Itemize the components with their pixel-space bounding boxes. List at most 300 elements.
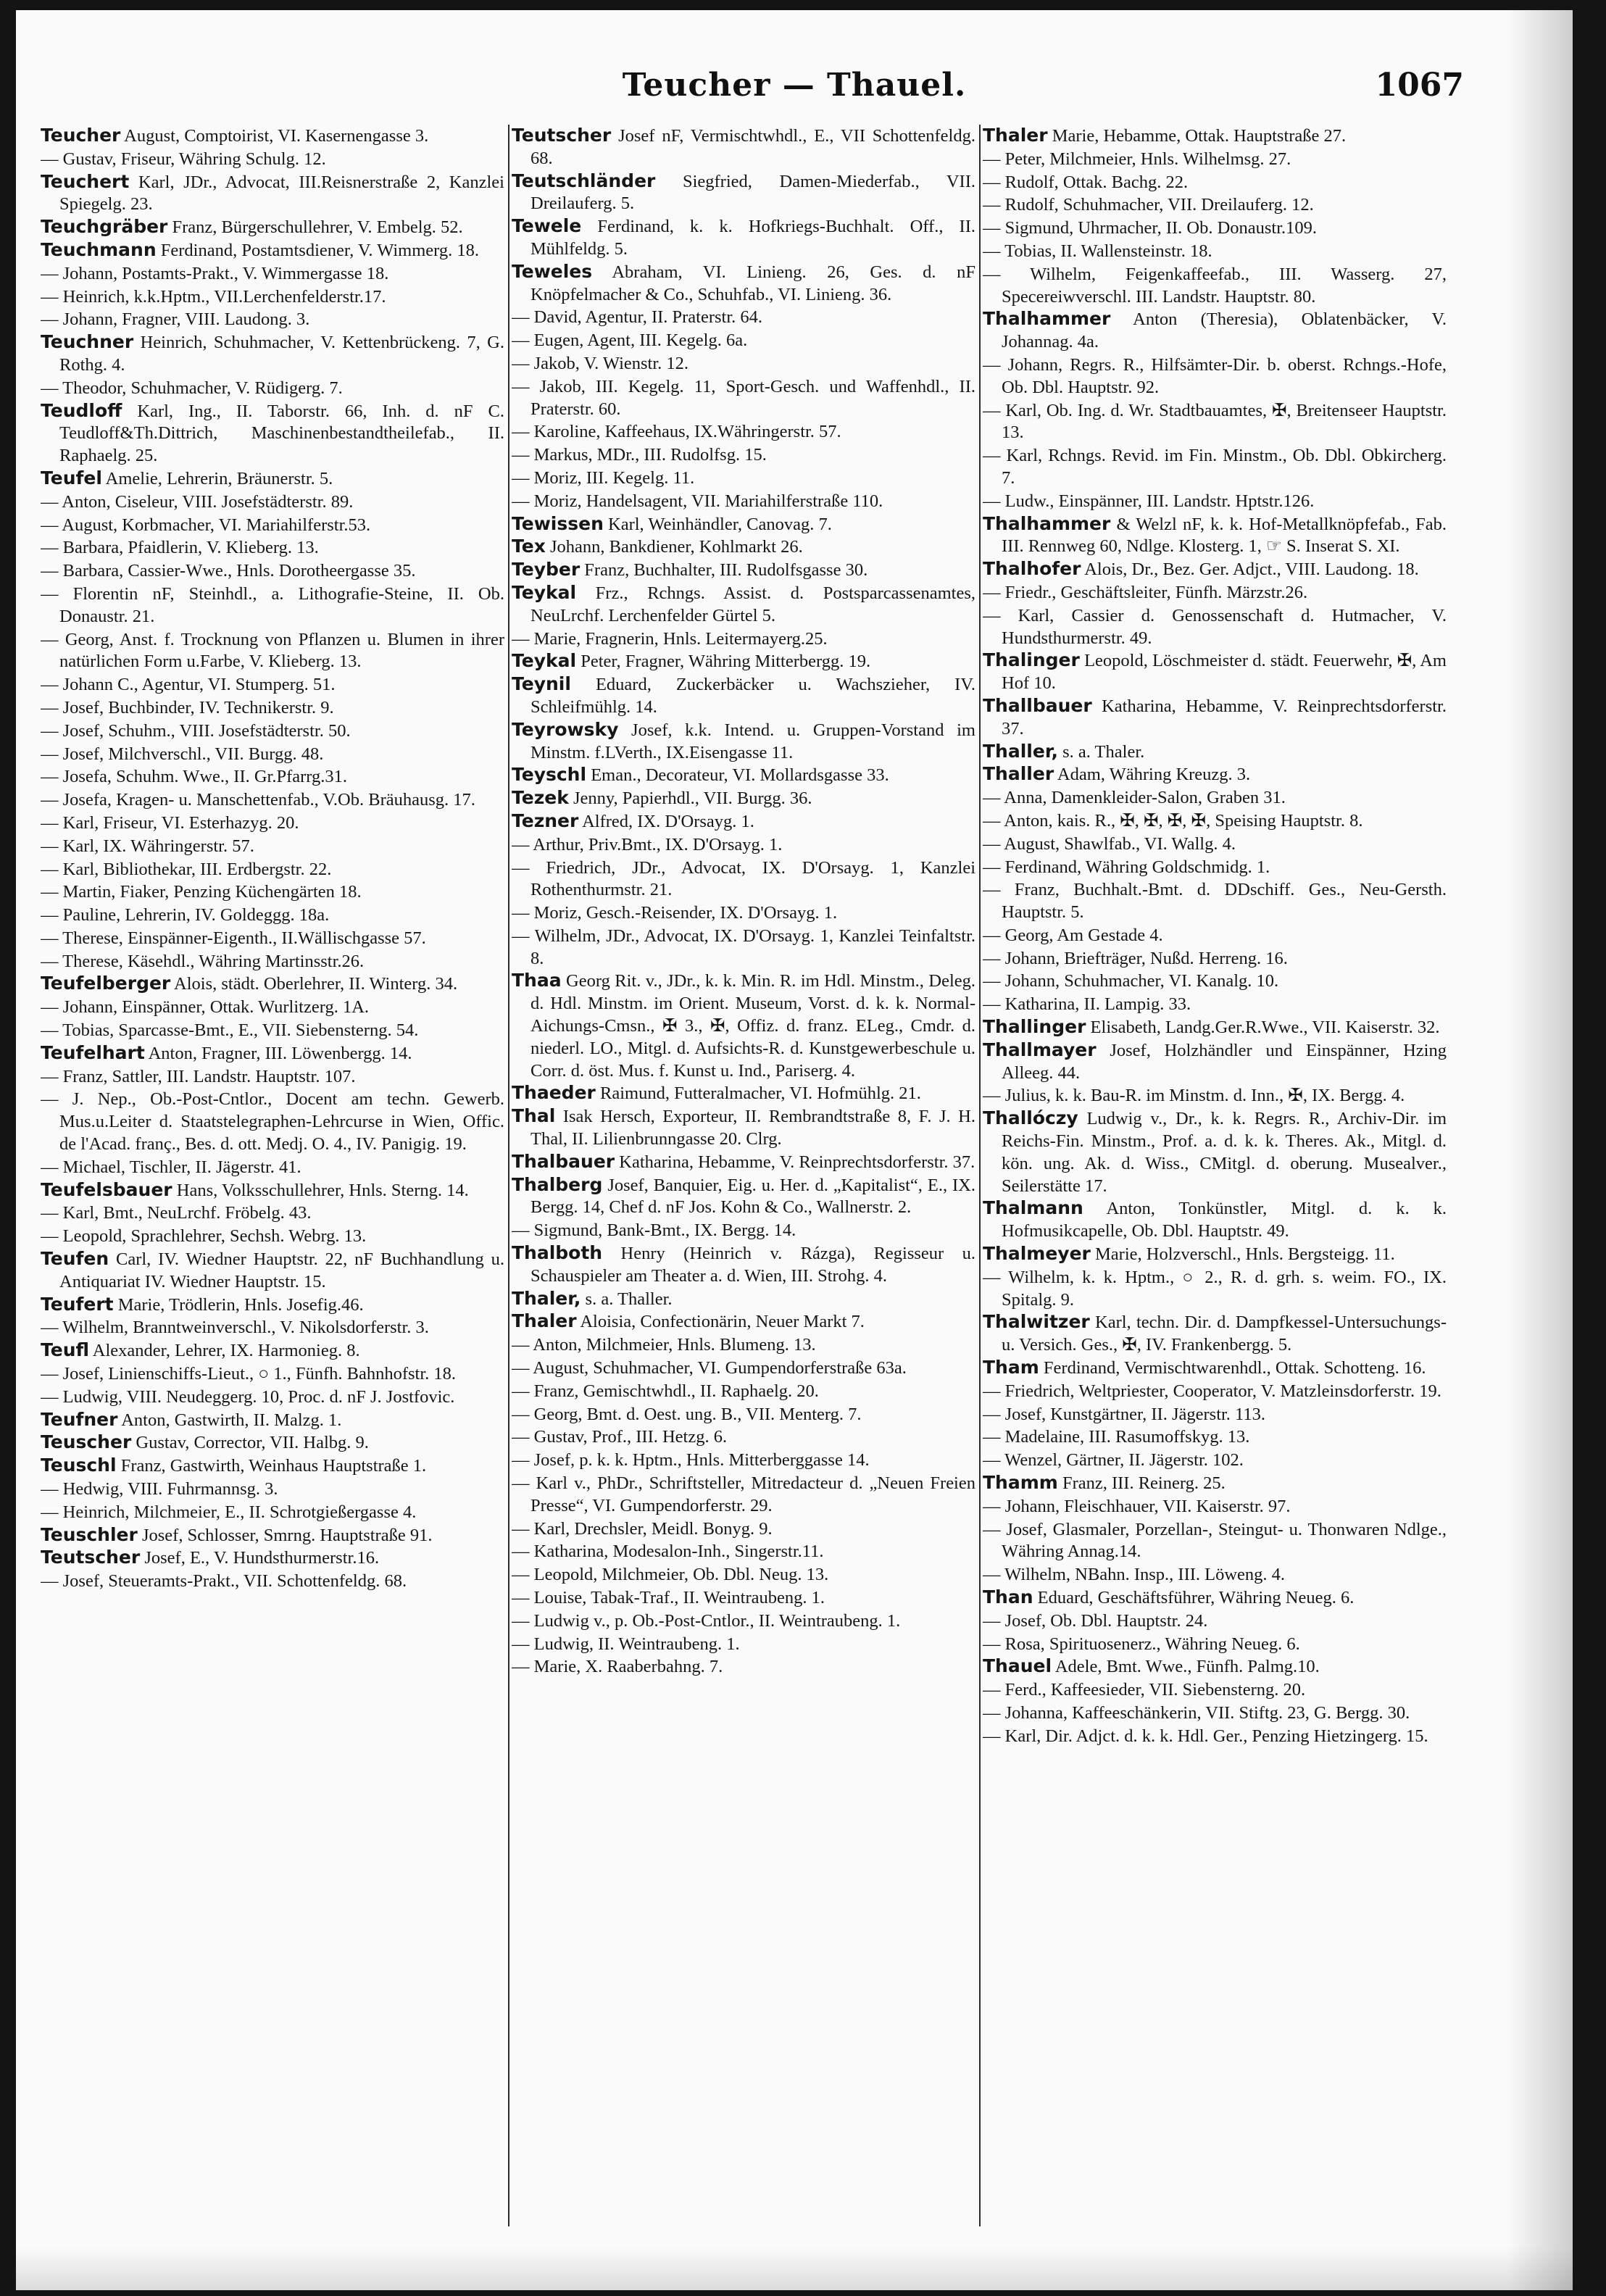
entry-details: — Karl, Dir. Adjct. d. k. k. Hdl. Ger., Penzing Hietzingerg. 15. <box>983 1726 1428 1746</box>
directory-entry <box>983 444 1447 490</box>
entry-surname: Thalhammer <box>983 308 1111 330</box>
directory-entry <box>512 125 975 170</box>
directory-entry <box>983 1563 1447 1586</box>
directory-entry <box>41 1339 504 1363</box>
entry-details: — Josef, Milchverschl., VII. Burgg. 48. <box>41 744 324 764</box>
directory-entry <box>41 377 504 400</box>
entry-surname: Teyrowsky <box>512 718 619 740</box>
entry-details: — Karl, IX. Währingerstr. 57. <box>41 836 254 856</box>
directory-entry <box>512 1357 975 1380</box>
directory-entry <box>512 1082 975 1105</box>
entry-details: Alfred, IX. D'Orsayg. 1. <box>578 811 754 831</box>
directory-column-1 <box>41 125 504 2270</box>
directory-entry <box>983 148 1447 171</box>
directory-entry <box>41 696 504 720</box>
entry-details: Franz, III. Reinerg. 25. <box>1057 1473 1226 1494</box>
entry-surname: Tezek <box>512 787 569 809</box>
entry-details: — Ludwig, II. Weintraubeng. 1. <box>512 1634 740 1654</box>
entry-surname: Teutscher <box>512 125 612 146</box>
entry-details: — Ludw., Einspänner, III. Landstr. Hptstr.126. <box>983 491 1315 511</box>
entry-details: — Friedrich, JDr., Advocat, IX. D'Orsayg. 1, Kanzlei Rothenthurmstr. 21. <box>512 857 975 900</box>
column-rule <box>979 125 981 2226</box>
entry-details: — Josefa, Kragen- u. Manschettenfab., V.Ob. Bräuhausg. 17. <box>41 790 475 810</box>
directory-column-2 <box>512 125 975 2270</box>
entry-details: — Josef, Kunstgärtner, II. Jägerstr. 113. <box>983 1404 1266 1424</box>
entry-details: Franz, Buchhalter, III. Rudolfsgasse 30. <box>580 560 868 581</box>
entry-surname: Tewele <box>512 215 582 237</box>
entry-details: — Josef, Glasmaler, Porzellan-, Steingut- u. Thonwaren Ndlge., Währing Annag.14. <box>983 1519 1447 1562</box>
entry-details: — Anton, kais. R., ✠, ✠, ✠, ✠, Speising Hauptstr. 8. <box>983 810 1363 831</box>
directory-entry <box>41 881 504 904</box>
page-edge-shadow <box>1507 10 1573 2290</box>
entry-surname: Thalhofer <box>983 558 1081 580</box>
entry-details: & Welzl nF, k. k. Hof-Metallknöpfefab., Fab. III. Rennweg 60, Ndlge. Klosterg. 1, ☞ S. Inserat S. XI. <box>1002 514 1447 557</box>
entry-surname: Teykal <box>512 581 577 603</box>
entry-details: s. a. Thaller. <box>581 1289 673 1309</box>
column-rule <box>508 125 509 2226</box>
entry-details: — Karl, Rchngs. Revid. im Fin. Minstm., Ob. Dbl. Obkircherg. 7. <box>983 446 1447 488</box>
entry-surname: Teynil <box>512 673 571 695</box>
directory-entry <box>41 1455 504 1478</box>
directory-entry <box>41 835 504 858</box>
entry-surname: Teuscher <box>41 1431 132 1453</box>
entry-details: — Rosa, Spirituosenerz., Währing Neueg. 6. <box>983 1634 1300 1654</box>
entry-details: Carl, IV. Wiedner Hauptstr. 22, nF Buchhandlung u. Antiquariat IV. Wiedner Hauptstr. 15. <box>59 1249 504 1292</box>
entry-details: Katharina, Hebamme, V. Reinprechtsdorferstr. 37. <box>1002 696 1447 739</box>
directory-entry <box>512 1310 975 1334</box>
directory-entry <box>512 1288 975 1311</box>
directory-entry <box>983 1610 1447 1633</box>
entry-details: — Johanna, Kaffeeschänkerin, VII. Stiftg. 23, G. Bergg. 30. <box>983 1702 1410 1723</box>
directory-entry <box>983 1016 1447 1039</box>
entry-details: — Marie, X. Raaberbahng. 7. <box>512 1657 723 1677</box>
entry-details: Isak Hersch, Exporteur, II. Rembrandtstraße 8, F. J. H. Thal, II. Lilienbrunngasse 20. Clrg. <box>531 1107 975 1149</box>
directory-entry <box>41 1042 504 1065</box>
entry-surname: Teuchgräber <box>41 216 168 238</box>
entry-details: — Franz, Buchhalt.-Bmt. d. DDschiff. Ges., Neu-Gersth. Hauptstr. 5. <box>983 880 1447 923</box>
directory-entry <box>983 1197 1447 1243</box>
entry-surname: Thamm <box>983 1472 1058 1494</box>
directory-entry <box>41 720 504 743</box>
entry-details: — Arthur, Priv.Bmt., IX. D'Orsayg. 1. <box>512 834 783 854</box>
entry-details: Gustav, Corrector, VII. Halbg. 9. <box>131 1433 369 1453</box>
directory-entry <box>983 1243 1447 1266</box>
directory-entry <box>512 215 975 261</box>
entry-details: Karl, Weinhändler, Canovag. 7. <box>603 514 832 534</box>
directory-entry <box>512 559 975 582</box>
directory-entry <box>512 513 975 536</box>
entry-surname: Teufelberger <box>41 973 171 994</box>
entry-details: — Georg, Bmt. d. Oest. ung. B., VII. Menterg. 7. <box>512 1404 862 1424</box>
directory-entry <box>41 171 504 217</box>
directory-entry <box>512 1174 975 1220</box>
entry-details: — Sigmund, Bank-Bmt., IX. Bergg. 14. <box>512 1220 796 1241</box>
entry-details: — Pauline, Lehrerin, IV. Goldeggg. 18a. <box>41 905 330 926</box>
entry-details: Jenny, Papierhdl., VII. Burgg. 36. <box>568 789 812 809</box>
directory-entry <box>983 833 1447 856</box>
directory-entry <box>41 950 504 973</box>
directory-entry <box>983 993 1447 1016</box>
directory-entry <box>512 1334 975 1357</box>
directory-entry <box>41 491 504 514</box>
entry-details: — Jakob, III. Kegelg. 11, Sport-Gesch. und Waffenhdl., II. Praterstr. 60. <box>512 376 975 419</box>
entry-surname: Teuschler <box>41 1523 138 1545</box>
entry-surname: Thaler, <box>512 1287 581 1309</box>
directory-entry <box>512 1586 975 1610</box>
entry-surname: Thallbauer <box>983 694 1092 716</box>
entry-details: Elisabeth, Landg.Ger.R.Wwe., VII. Kaiserstr. 32. <box>1086 1018 1440 1038</box>
directory-entry <box>512 420 975 444</box>
directory-entry <box>983 1725 1447 1748</box>
entry-details: — Madelaine, III. Rasumoffskyg. 13. <box>983 1427 1250 1447</box>
entry-details: — Tobias, Sparcasse-Bmt., E., VII. Siebensterng. 54. <box>41 1020 419 1041</box>
entry-details: Anton, Tonkünstler, Mitgl. d. k. k. Hofmusikcapelle, Ob. Dbl. Hauptstr. 49. <box>1002 1199 1447 1241</box>
entry-details: — Ferdinand, Währing Goldschmidg. 1. <box>983 857 1270 877</box>
page-number: 1067 <box>1375 67 1464 104</box>
entry-details: — Johann, Schuhmacher, VI. Kanalg. 10. <box>983 971 1279 991</box>
directory-entry <box>41 789 504 812</box>
directory-entry <box>983 970 1447 993</box>
entry-details: — Georg, Am Gestade 4. <box>983 925 1163 945</box>
directory-entry <box>983 604 1447 650</box>
directory-entry <box>512 1633 975 1656</box>
entry-details: — Josef, Linienschiffs-Lieut., ○ 1., Fünfh. Bahnhofstr. 18. <box>41 1364 457 1384</box>
directory-entry <box>512 1426 975 1449</box>
entry-surname: Teuchert <box>41 170 130 192</box>
entry-details: Eman., Decorateur, VI. Mollardsgasse 33. <box>586 765 889 786</box>
entry-surname: Tezner <box>512 810 579 831</box>
entry-details: — Peter, Milchmeier, Hnls. Wilhelmsg. 27. <box>983 149 1291 169</box>
directory-entry <box>983 1266 1447 1312</box>
entry-details: Eduard, Zuckerbäcker u. Wachszieher, IV. Schleifmühlg. 14. <box>531 675 975 717</box>
entry-details: — Wenzel, Gärtner, II. Jägerstr. 102. <box>983 1450 1244 1471</box>
entry-surname: Teuchmann <box>41 238 157 260</box>
entry-details: Raimund, Futteralmacher, VI. Hofmühlg. 21. <box>595 1083 921 1104</box>
directory-entry <box>512 536 975 559</box>
directory-entry <box>41 1316 504 1339</box>
directory-entry <box>41 1570 504 1593</box>
entry-details: — Johann, Fleischhauer, VII. Kaiserstr. 97. <box>983 1496 1291 1516</box>
entry-surname: Teufelsbauer <box>41 1178 172 1200</box>
entry-details: — Karl, Bmt., NeuLrchf. Fröbelg. 43. <box>41 1203 312 1223</box>
directory-entry <box>512 1563 975 1586</box>
entry-details: Ferdinand, k. k. Hofkriegs-Buchhalt. Off., II. Mühlfeldg. 5. <box>531 217 975 259</box>
entry-surname: Thallóczy <box>983 1107 1078 1129</box>
entry-surname: Thaa <box>512 970 562 991</box>
directory-entry <box>512 1242 975 1288</box>
entry-details: Hans, Volksschullehrer, Hnls. Sterng. 14. <box>172 1180 469 1200</box>
entry-details: s. a. Thaler. <box>1057 741 1145 762</box>
entry-details: — Georg, Anst. f. Trocknung von Pflanzen u. Blumen in ihrer natürlichen Form u.Farbe, V. Klieberg. 13. <box>41 629 504 672</box>
entry-surname: Teuschl <box>41 1455 117 1476</box>
directory-entry <box>512 1105 975 1151</box>
entry-surname: Thauel <box>983 1655 1052 1677</box>
directory-entry <box>41 765 504 789</box>
entry-details: — Rudolf, Schuhmacher, VII. Dreilauferg. 12. <box>983 195 1314 215</box>
entry-details: — Tobias, II. Wallensteinstr. 18. <box>983 241 1212 261</box>
directory-entry <box>41 1294 504 1317</box>
entry-details: — Sigmund, Uhrmacher, II. Ob. Donaustr.109. <box>983 218 1318 238</box>
directory-entry <box>41 1088 504 1155</box>
directory-entry <box>512 444 975 467</box>
directory-entry <box>983 695 1447 741</box>
entry-details: — Ludwig, VIII. Neudeggerg. 10, Proc. d. nF J. Jostfovic. <box>41 1386 455 1407</box>
directory-entry <box>983 1702 1447 1725</box>
entry-surname: Thallinger <box>983 1016 1086 1038</box>
directory-entry <box>41 262 504 286</box>
entry-surname: Teyschl <box>512 764 587 786</box>
directory-entry <box>983 399 1447 445</box>
entry-details: — Johann C., Agentur, VI. Stumperg. 51. <box>41 675 336 695</box>
entry-details: Amelie, Lehrerin, Bräunerstr. 5. <box>101 468 333 488</box>
entry-details: — Moriz, III. Kegelg. 11. <box>512 467 695 488</box>
entry-surname: Teucher <box>41 125 121 146</box>
running-head: Teucher — Thauel. <box>622 67 967 104</box>
directory-entry <box>983 1633 1447 1656</box>
directory-entry <box>983 1655 1447 1679</box>
directory-entry <box>983 878 1447 924</box>
entry-surname: Thaler <box>983 125 1048 146</box>
directory-entry <box>983 1426 1447 1449</box>
entry-details: — Johann, Einspänner, Ottak. Wurlitzerg. 1A. <box>41 997 370 1018</box>
entry-details: Eduard, Geschäftsführer, Währing Neueg. 6. <box>1033 1588 1355 1607</box>
entry-details: — Friedrich, Weltpriester, Cooperator, V. Matzleinsdorferstr. 19. <box>983 1381 1441 1401</box>
entry-details: — August, Shawlfab., VI. Wallg. 4. <box>983 833 1236 854</box>
entry-details: — J. Nep., Ob.-Post-Cntlor., Docent am techn. Gewerb. Mus.u.Leiter d. Staatstelegraphen-Lehrcurse in Wien, Offic. de l'Acad. franç., Bes. d. ott. Medj. O. 4., IV. Panigig. 19. <box>41 1089 504 1155</box>
entry-details: — Wilhelm, Feigenkaffeefab., III. Wasserg. 27, Specereiwverschl. III. Landstr. Hauptstr. 80. <box>983 264 1447 307</box>
directory-entry <box>983 1495 1447 1518</box>
directory-entry <box>983 786 1447 810</box>
entry-surname: Thalhammer <box>983 512 1111 534</box>
entry-details: — Louise, Tabak-Traf., II. Weintraubeng. 1. <box>512 1588 825 1607</box>
entry-details: August, Comptoirist, VI. Kasernengasse 3. <box>120 126 429 146</box>
directory-entry <box>983 1403 1447 1426</box>
entry-details: Alois, städt. Oberlehrer, II. Winterg. 34. <box>170 974 458 994</box>
entry-details: Henry (Heinrich v. Rázga), Regisseur u. Schauspieler am Theater a. d. Wien, III. Strohg. 4. <box>531 1244 975 1286</box>
entry-details: — Johann, Briefträger, Nußd. Herreng. 16. <box>983 948 1288 968</box>
directory-entry <box>983 1586 1447 1610</box>
directory-entry <box>41 904 504 927</box>
directory-entry <box>41 467 504 491</box>
directory-entry <box>983 1311 1447 1357</box>
entry-surname: Teutschländer <box>512 170 656 191</box>
directory-entry <box>41 1501 504 1524</box>
directory-entry <box>41 239 504 262</box>
directory-entry <box>512 1540 975 1563</box>
entry-details: Anton, Fragner, III. Löwenbergg. 14. <box>144 1043 412 1063</box>
directory-entry <box>512 925 975 970</box>
directory-entry <box>512 970 975 1082</box>
entry-details: — August, Korbmacher, VI. Mariahilferstr.53. <box>41 515 371 535</box>
entry-details: — Gustav, Prof., III. Hetzg. 6. <box>512 1427 728 1447</box>
directory-entry <box>41 927 504 950</box>
entry-details: — Karl, Ob. Ing. d. Wr. Stadtbauamtes, ✠, Breitenseer Hauptstr. 13. <box>983 400 1447 443</box>
directory-entry <box>512 1655 975 1679</box>
entry-details: — Barbara, Pfaidlerin, V. Klieberg. 13. <box>41 538 319 558</box>
directory-entry <box>41 1179 504 1202</box>
entry-surname: Teufel <box>41 467 102 488</box>
directory-entry <box>983 581 1447 604</box>
directory-entry <box>983 1039 1447 1085</box>
entry-details: Alexander, Lehrer, IX. Harmonieg. 8. <box>89 1341 360 1361</box>
entry-details: Karl, Ing., II. Taborstr. 66, Inh. d. nF C. Teudloff&Th.Dittrich, Maschinenbestandtheilefab., II. Raphaelg. 25. <box>59 401 504 466</box>
entry-surname: Tewissen <box>512 512 604 534</box>
directory-entry <box>41 1547 504 1570</box>
directory-entry <box>983 741 1447 764</box>
directory-entry <box>41 583 504 628</box>
directory-entry <box>41 286 504 309</box>
directory-entry <box>41 514 504 537</box>
directory-entry <box>41 1202 504 1225</box>
entry-details: Karl, techn. Dir. d. Dampfkessel-Untersuchungs- u. Versich. Ges., ✠, IV. Frankenbergg. 5. <box>1002 1313 1447 1355</box>
entry-surname: Thal <box>512 1105 556 1127</box>
entry-details: Johann, Bankdiener, Kohlmarkt 26. <box>545 537 803 557</box>
entry-surname: Teufert <box>41 1293 114 1315</box>
directory-entry <box>983 1472 1447 1495</box>
directory-entry <box>983 649 1447 695</box>
directory-entry <box>983 763 1447 786</box>
entry-details: — Barbara, Cassier-Wwe., Hnls. Dorotheergasse 35. <box>41 561 416 581</box>
directory-entry <box>41 308 504 331</box>
entry-details: — Michael, Tischler, II. Jägerstr. 41. <box>41 1157 301 1177</box>
entry-details: Abraham, VI. Linieng. 26, Ges. d. nF Knöpfelmacher & Co., Schuhfab., VI. Linieng. 36. <box>531 262 975 304</box>
directory-entry <box>512 306 975 329</box>
entry-details: Leopold, Löschmeister d. städt. Feuerwehr, ✠, Am Hof 10. <box>1002 651 1447 694</box>
entry-details: Anton (Theresia), Oblatenbäcker, V. Johannag. 4a. <box>1002 309 1447 352</box>
entry-surname: Teufner <box>41 1408 118 1430</box>
entry-details: Ferdinand, Vermischtwarenhdl., Ottak. Schotteng. 16. <box>1039 1358 1426 1378</box>
directory-entry <box>983 354 1447 399</box>
entry-details: — Josef, Schuhm., VIII. Josefstädterstr. 50. <box>41 720 351 741</box>
directory-page <box>16 10 1573 2290</box>
directory-entry <box>512 1472 975 1518</box>
directory-entry <box>512 490 975 513</box>
entry-details: — Wilhelm, JDr., Advocat, IX. D'Orsayg. 1, Kanzlei Teinfaltstr. 8. <box>512 926 975 968</box>
entry-details: — Johann, Fragner, VIII. Laudong. 3. <box>41 309 310 330</box>
entry-details: — Moriz, Handelsagent, VII. Mariahilferstraße 110. <box>512 491 883 511</box>
entry-details: — Florentin nF, Steinhdl., a. Lithografie-Steine, II. Ob. Donaustr. 21. <box>41 583 504 626</box>
entry-details: Ferdinand, Postamtsdiener, V. Wimmerg. 18. <box>156 240 479 260</box>
entry-details: — Therese, Käsehdl., Währing Martinsstr.26. <box>41 951 365 971</box>
entry-details: — Theodor, Schuhmacher, V. Rüdigerg. 7. <box>41 378 343 398</box>
entry-details: — Hedwig, VIII. Fuhrmannsg. 3. <box>41 1479 278 1500</box>
directory-entry <box>41 148 504 171</box>
directory-entry <box>512 673 975 719</box>
directory-entry <box>983 1084 1447 1107</box>
directory-entry <box>512 833 975 857</box>
directory-entry <box>983 308 1447 354</box>
entry-details: — Marie, Fragnerin, Hnls. Leitermayerg.25. <box>512 628 828 649</box>
directory-entry <box>41 1019 504 1042</box>
directory-entry <box>983 217 1447 240</box>
entry-details: — Leopold, Sprachlehrer, Sechsh. Webrg. 13. <box>41 1226 367 1247</box>
entry-details: — Karoline, Kaffeehaus, IX.Währingerstr. 57. <box>512 422 841 442</box>
directory-entry <box>512 375 975 421</box>
directory-entry <box>41 400 504 467</box>
entry-details: — Johann, Postamts-Prakt., V. Wimmergasse 18. <box>41 263 389 283</box>
entry-details: — Franz, Sattler, III. Landstr. Hauptstr. 107. <box>41 1066 356 1086</box>
entry-details: Marie, Hebamme, Ottak. Hauptstraße 27. <box>1047 126 1347 146</box>
entry-details: — Moriz, Gesch.-Reisender, IX. D'Orsayg. 1. <box>512 903 838 923</box>
directory-entry <box>512 1518 975 1541</box>
entry-details: Josef, E., V. Hundsthurmerstr.16. <box>140 1548 380 1568</box>
entry-details: Ludwig v., Dr., k. k. Regrs. R., Archiv-Dir. im Reichs-Fin. Minstm., Prof. a. d. k. k. Theres. Ak., Mitgl. d. kön. ung. Ak. d. Wiss., CMitgl. d. oberung. Musealver., Seilerstätte 17. <box>1002 1109 1447 1196</box>
entry-surname: Teufelhart <box>41 1041 145 1063</box>
entry-details: — Karl, Friseur, VI. Esterhazyg. 20. <box>41 812 299 833</box>
entry-details: — Heinrich, Milchmeier, E., II. Schrotgießergasse 4. <box>41 1502 417 1522</box>
directory-entry <box>983 1679 1447 1702</box>
entry-surname: Thaeder <box>512 1082 596 1104</box>
entry-details: — Josef, Ob. Dbl. Hauptstr. 24. <box>983 1610 1208 1631</box>
entry-surname: Thalwitzer <box>983 1311 1090 1333</box>
entry-details: Josef, Holzhändler und Einspänner, Hzing Alleeg. 44. <box>1002 1040 1447 1083</box>
entry-surname: Tex <box>512 536 546 557</box>
entry-details: Adam, Währing Kreuzg. 3. <box>1054 765 1251 785</box>
entry-details: — Ludwig v., p. Ob.-Post-Cntlor., II. Weintraubeng. 1. <box>512 1610 901 1631</box>
entry-details: Marie, Holzverschl., Hnls. Bergsteigg. 11. <box>1090 1244 1395 1265</box>
entry-details: — Ferd., Kaffeesieder, VII. Siebensterng. 20. <box>983 1680 1306 1700</box>
entry-surname: Thalboth <box>512 1242 603 1264</box>
directory-entry <box>41 1363 504 1386</box>
entry-surname: Teufl <box>41 1339 90 1361</box>
entry-details: — Anton, Ciseleur, VIII. Josefstädterstr. 89. <box>41 491 354 512</box>
entry-details: Alois, Dr., Bez. Ger. Adjct., VIII. Laudong. 18. <box>1081 560 1419 580</box>
directory-entry <box>41 1156 504 1179</box>
directory-entry <box>512 352 975 375</box>
directory-entry <box>41 1478 504 1501</box>
directory-entry <box>41 673 504 696</box>
directory-entry <box>512 628 975 651</box>
directory-entry <box>983 171 1447 194</box>
directory-entry <box>512 582 975 628</box>
entry-details: — Franz, Gemischtwhdl., II. Raphaelg. 20. <box>512 1381 819 1401</box>
entry-details: Franz, Bürgerschullehrer, V. Embelg. 52. <box>167 217 463 238</box>
entry-details: — Eugen, Agent, III. Kegelg. 6a. <box>512 330 748 351</box>
entry-surname: Thaller, <box>983 740 1058 762</box>
directory-entry <box>512 857 975 902</box>
directory-entry <box>41 216 504 239</box>
directory-entry <box>512 1610 975 1633</box>
directory-entry <box>41 628 504 674</box>
directory-entry <box>512 170 975 216</box>
directory-entry <box>983 1449 1447 1472</box>
entry-surname: Teuchner <box>41 331 134 353</box>
entry-details: Aloisia, Confectionärin, Neuer Markt 7. <box>576 1312 865 1332</box>
entry-surname: Thallmayer <box>983 1039 1097 1060</box>
directory-entry <box>983 1107 1447 1197</box>
directory-entry <box>983 240 1447 263</box>
entry-details: Siegfried, Damen-Miederfab., VII. Dreilauferg. 5. <box>531 171 975 214</box>
entry-details: — David, Agentur, II. Praterstr. 64. <box>512 307 763 328</box>
entry-details: — Josef, p. k. k. Hptm., Hnls. Mitterberggasse 14. <box>512 1450 870 1471</box>
entry-details: Franz, Gastwirth, Weinhaus Hauptstraße 1. <box>116 1456 427 1476</box>
entry-details: — Martin, Fiaker, Penzing Küchengärten 18. <box>41 882 362 902</box>
directory-entry <box>512 329 975 352</box>
entry-surname: Thalmeyer <box>983 1243 1091 1265</box>
entry-details: Georg Rit. v., JDr., k. k. Min. R. im Hdl. Minstm., Deleg. d. Hdl. Minstm. im Orient. Museum, Vorst. d. k. k. Normal-Aichungs-Cmsn., ✠ 3., ✠, Offiz. d. franz. ELeg., Cmdr. d. niederl. LO., Mitgl. d. Aufsichts-R. d. Kunstgewerbeschule u. Corr. d. öst. Mus. f. Kunst u. Ind., Pariserg. 4. <box>531 971 975 1081</box>
directory-entry <box>41 812 504 835</box>
directory-entry <box>512 1403 975 1426</box>
entry-details: Josef nF, Vermischtwhdl., E., VII Schottenfeldg. 68. <box>531 126 975 168</box>
entry-details: — Julius, k. k. Bau-R. im Minstm. d. Inn., ✠, IX. Bergg. 4. <box>983 1086 1405 1106</box>
directory-entry <box>41 1409 504 1432</box>
entry-details: Josef, k.k. Intend. u. Gruppen-Vorstand im Minstm. f.LVerth., IX.Eisengasse 11. <box>531 720 975 762</box>
directory-entry <box>512 1151 975 1174</box>
entry-details: — Rudolf, Ottak. Bachg. 22. <box>983 172 1189 192</box>
entry-details: — Wilhelm, k. k. Hptm., ○ 2., R. d. grh. s. weim. FO., IX. Spitalg. 9. <box>983 1267 1447 1310</box>
directory-entry <box>983 125 1447 148</box>
directory-entry <box>983 263 1447 309</box>
